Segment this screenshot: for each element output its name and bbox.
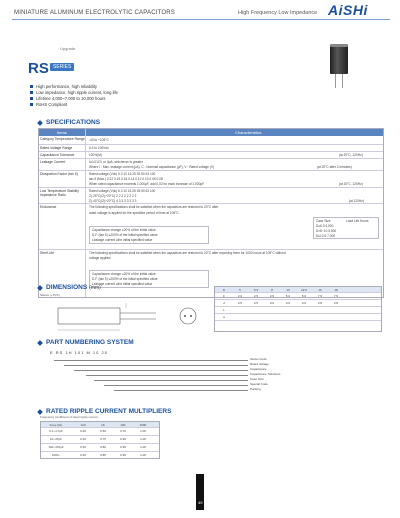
dim-header-row: D 5 6.3 8 10 12.5 16 18 xyxy=(215,287,381,293)
capacitor-lead xyxy=(342,74,343,88)
dim-row: d 0.5 0.5 0.6 0.6 0.6 0.8 0.8 xyxy=(215,300,381,307)
dimensions-table xyxy=(214,286,382,332)
part-label: Capacitance Tolerance xyxy=(250,372,281,376)
spec-head-items: Items xyxy=(57,130,67,135)
spec-row: Endurance The following specifications shall be satisfied when the capacitors are restored to 20°C after rated voltage is applied for the specified period of time at 105°C. Case Size Load Life Hours D≤6.3 4,000 D=8~10 5,000 D≥12.5 7,000 Capacitance change ≤20% of the initial value D.F. (tan δ) ≤200% of the initial specified value Leakage current ≤the initial specified value xyxy=(39,204,383,250)
bullet-icon xyxy=(30,85,33,88)
diamond-icon xyxy=(37,120,43,126)
part-label: Case Size xyxy=(250,377,264,381)
part-label: Packing xyxy=(250,387,261,391)
document-title: MINIATURE ALUMINUM ELECTROLYTIC CAPACITORS xyxy=(14,10,175,16)
dim-row: a xyxy=(215,314,381,321)
spec-row: Capacitance Tolerance ±20%(M) (at 20°C, 120Hz) xyxy=(39,152,383,159)
ripple-row: 1000~ 0.60 0.85 0.95 1.00 xyxy=(51,453,146,457)
spec-table-header xyxy=(39,129,383,136)
dimension-drawing xyxy=(38,294,208,336)
ripple-table xyxy=(40,421,160,459)
bullet-icon xyxy=(30,103,33,106)
diamond-icon xyxy=(37,340,43,346)
feature-item: Low impedance, high ripple current, long life xyxy=(30,90,118,95)
sleeve-label: Sleeve (+PVC) xyxy=(40,293,60,297)
ripple-row: 0.1~4.7μF 0.20 0.50 0.70 1.00 xyxy=(41,428,159,436)
ripple-note: Frequency coefficient of rated ripple current xyxy=(40,415,98,419)
ripple-header-row: Freq (Hz) 120 1K 10K 100K xyxy=(41,422,159,428)
capacitor-lead xyxy=(335,74,336,88)
feature-item: RoHS Compliant xyxy=(30,102,67,107)
diamond-icon xyxy=(37,409,43,415)
upgrade-label: Upgrade xyxy=(60,46,76,51)
spec-row: Leakage Current I≤0.01CV or 3μA, whichever is greater Where I : Max. leakage current (μA), C : Nominal capacitance (μF), V : Rated voltage (V) (at 20°C after 2 minutes) xyxy=(39,159,383,171)
spec-row: Shelf Life The following specifications shall be satisfied when the capacitors are restored to 20°C after exposing them for 1000 hours at 105°C without voltage applied. Capacitance change ≤20% of the initial value D.F. (tan δ) ≤200% of the initial specified value Leakage current ≤the initial specified value xyxy=(40,251,286,286)
series-name: RS xyxy=(28,60,49,77)
feature-item: High performance, high reliability xyxy=(30,84,97,89)
capacitor-top-image xyxy=(330,44,348,47)
section-dimensions: DIMENSIONS (mm) xyxy=(38,284,101,291)
shelf-life-items: Capacitance change ≤20% of the initial value D.F. (tan δ) ≤200% of the initial specified value Leakage current ≤the initial specified value xyxy=(89,270,209,288)
feature-item: Lifetime 4,000~7,000 to 10,000 hours xyxy=(30,96,106,101)
section-part-numbering: PART NUMBERING SYSTEM xyxy=(38,339,134,346)
document-subtitle: High Frequency Low Impedance xyxy=(238,10,318,16)
part-label: Capacitance xyxy=(250,367,267,371)
spec-row: Dissipation Factor (tan δ) Rated voltage (Vdc) 6.3 10 16 25 35 50 63 100 tan δ (Max.) 0.22 0.19 0.16 0.14 0.12 0.10 0.09 0.08 When rated capacitance exceeds 1,000μF, add 0.02 for each increase of 1,000μF (at 20°C, 120Hz) xyxy=(39,171,383,188)
part-label: Rated Voltage xyxy=(250,362,269,366)
part-number-example: E RS 1H 101 M 10 25 xyxy=(50,350,108,355)
ripple-row: 10~47μF 0.40 0.75 0.90 1.00 xyxy=(41,436,159,444)
spec-head-characteristics: Characteristics xyxy=(235,130,262,135)
part-label: Series Code xyxy=(250,357,267,361)
spec-row: Rated Voltage Range 6.3 to 100Vdc xyxy=(39,145,383,152)
specifications-table xyxy=(38,128,384,298)
load-life-table: Case Size Load Life Hours D≤6.3 4,000 D=8~10 5,000 D≥12.5 7,000 xyxy=(313,217,379,239)
header-divider xyxy=(12,19,390,20)
endurance-items: Capacitance change ≤20% of the initial value D.F. (tan δ) ≤200% of the initial specified value Leakage current ≤the initial specified value xyxy=(89,226,209,244)
spec-row: Low Temperature Stability Impedance Ratio Rated voltage (Vdc) 6.3 10 16 25 35 50 63 100 Z(-25°C)/Z(+20°C) 2 2 2 2 2 2 2 2 Z(-40°C)/Z(+20°C) 4 3 3 3 3 3 3 3 (at 120Hz) xyxy=(39,188,383,204)
capacitor-image xyxy=(330,44,348,74)
page-number: 49 xyxy=(198,500,203,505)
diamond-icon xyxy=(37,285,43,291)
series-tag: SERIES xyxy=(50,63,74,71)
dim-row xyxy=(215,321,381,328)
brand-logo: AiSHi xyxy=(328,2,368,18)
bullet-icon xyxy=(30,97,33,100)
spec-row: Category Temperature Range -40 to +105°C xyxy=(39,136,383,145)
dim-row: F 2.0 2.5 3.5 5.0 5.0 7.5 7.5 xyxy=(215,293,381,300)
section-specifications: SPECIFICATIONS xyxy=(38,119,100,126)
part-label: Special Code xyxy=(250,382,268,386)
section-ripple-current: RATED RIPPLE CURRENT MULTIPLIERS xyxy=(38,408,171,415)
ripple-row: 100~470μF 0.50 0.80 0.95 1.00 xyxy=(41,444,159,452)
bullet-icon xyxy=(30,91,33,94)
dim-row: L xyxy=(215,307,381,314)
capacitor-outline-drawing xyxy=(38,294,208,336)
